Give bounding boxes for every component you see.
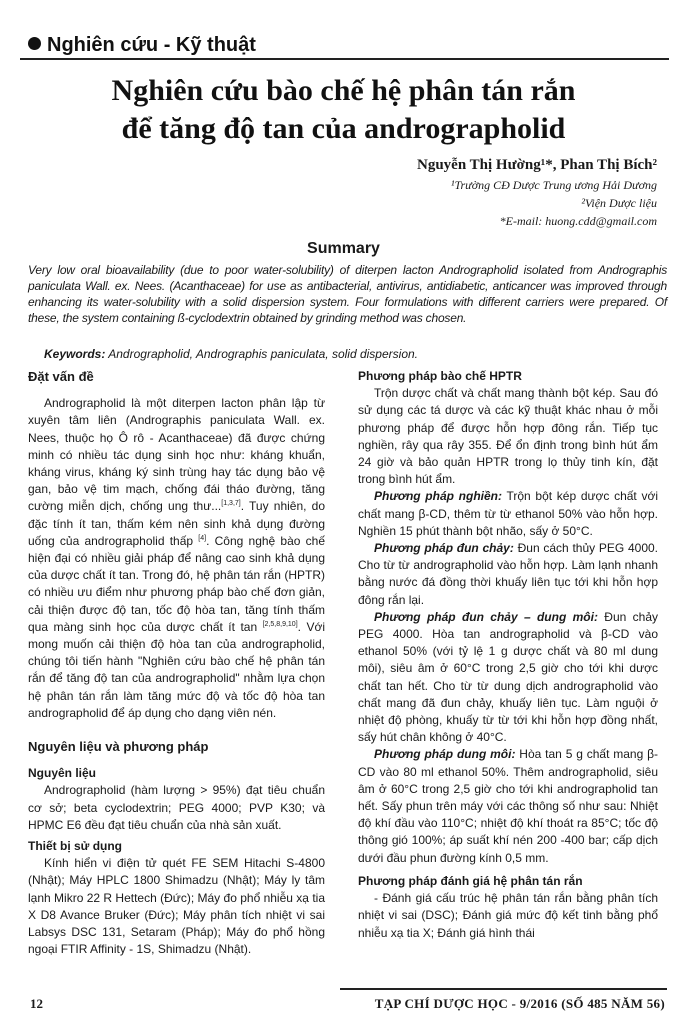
intro-text-2: . Tuy nhiên, do đặc tính ít tan, thấm kém nên sinh khả dụng đường uống của andrographolid thấp [28,499,325,548]
method-paragraph: Trộn dược chất và chất mang thành bột kép. Sau đó sử dụng các tá dược và các kỹ thuật khác nhau ở mỗi phương pháp để được hỗn hợp đông rắn. Tiếp tục nghiền, rây qua rây 355. Để ổn định trong bình hút ẩm 24 giờ và bảo quản HPTR trong lọ thủy tinh kín, đặt trong bình hút ẩm. [358,386,658,487]
right-column [358,368,658,942]
author-email: *E-mail: huong.cdd@gmail.com [499,214,657,228]
section-tag-label: Nghiên cứu - Kỹ thuật [47,34,256,56]
solvent-label: Phương pháp dung môi: [374,747,516,762]
citation-2: [4] [198,534,207,542]
equipment-text: Kính hiển vi điện tử quét FE SEM Hitachi S-4800 (Nhật); Máy HPLC 1800 Shimadzu (Nhật); Máy ly tâm lạnh Mikro 22 R Hettech (Đức); Máy đo phổ nhiễu xạ tia X D8 Avance Bruker (Đức); Máy phân tích nhiệt vi sai Labsys DSC 131, Setaram (Pháp); Máy đo phổ hồng ngoại FTIR Affinity - 1S, Shimadzu (Nhật). [28,856,325,957]
title-line-2: để tăng độ tan của andrographolid [121,112,566,145]
keywords-text: Andrographolid, Andrographis paniculata, solid dispersion. [105,347,418,361]
footer-rule [340,988,667,990]
bullet-icon [28,37,41,50]
melting-text: Đun cách thủy PEG 4000. Cho từ từ andrographolid vào hỗn hợp. Làm lạnh nhanh bằng nước đá đồng thời khuấy liên tục tới khi hỗn hợp đông rắn lại. [358,541,658,607]
solvent-text: Hòa tan 5 g chất mang β-CD vào 80 ml ethanol 50%. Thêm andrographolid, siêu âm ở 60°C trong 2,5 giờ cho tới khi andrographolid tan hết. Sấy phun trên máy với các thông số như sau: Nhiệt độ khí đầu vào 110°C; nhiệt độ khí thoát ra 85°C; tốc độ thông gió 100%; áp suất khí nén 200 -400 bar; cấp dịch dưới đầu phun đường kính 0,5 mm. [358,747,659,865]
melt-solvent-paragraph [358,609,658,747]
heading-materials-methods: Nguyên liệu và phương pháp [28,739,209,755]
evaluation-text: - Đánh giá cấu trúc hệ phân tán rắn bằng phân tích nhiệt vi sai (DSC); Đánh giá mức độ kết tinh bằng phổ nhiễu xạ tia X; Đánh giá hình thái [358,891,658,940]
intro-text-3: . Công nghệ bào chế hiện đại có nhiều giải pháp để nâng cao sinh khả dụng của dược chất ít tan. Trong đó, hệ phân tán rắn (HPTR) có nhiều ưu điểm như phương pháp bào chế đơn giản, cải thiện được độ tan, tốc độ hòa tan, tăng tính thấm qua màng sinh học của dược chất ít tan [28,533,326,634]
citation-1: [1,3,7] [221,500,241,508]
intro-text-1: Andrographolid là một diterpen lacton phân lập từ xuyên tâm liên (Andrographis paniculata Wall. ex. Nees, thuộc họ Ô rô - Acanthaceae) đã được chứng minh có nhiều tác dụng sinh học như: kháng khuẩn, kháng virus, kháng ký sinh trùng hay tác dụng bảo vệ gan, bảo vệ tim mạch, chống đái tháo đường, tăng cường miễn dịch, chống ung thư... [28,396,325,514]
author-names: Nguyễn Thị Hường¹*, Phan Thị Bích² [417,157,657,173]
citation-3: [2,5,8,9,10] [262,620,298,628]
summary-heading: Summary [307,240,380,257]
keywords-label: Keywords: [44,347,106,361]
author-block [417,154,657,230]
section-tag [28,34,256,57]
intro-text-4: . Với mong muốn cải thiện độ hòa tan của andrographolid, chúng tôi tiến hành "Nghiên cứu bào chế hệ phân tán rắn để tăng độ tan của andrographolid" nhằm lựa chọn hệ phân tán rắn làm tăng mức độ và tốc độ hòa tan andrographolid để áp dụng cho dạng viên nén. [28,619,325,720]
left-column [28,368,325,959]
raw-materials-text: Andrographolid (hàm lượng > 95%) đạt tiêu chuẩn cơ sở; beta cyclodextrin; PEG 4000; PVP K30; và HPMC E6 đều đạt tiêu chuẩn của nhà sản xuất. [28,783,325,832]
heading-introduction: Đặt vấn đề [28,369,94,384]
page-number: 12 [30,996,43,1011]
summary-text: Very low oral bioavailability (due to poor water-solubility) of diterpen lacton Andrographolid isolated from Andrographis paniculata Wall. ex. Nees. (Acanthaceae) for use as antibacterial, antivirus, antidiabetic, anticancer was improved through enhancing its water-solubility with a solid dispersion system. Four formulations with different carriers were prepared. Of these, the system containing ß-cyclodextrin obtained by grinding method was chosen. [28,263,667,325]
keywords-line [44,346,667,362]
heading-equipment: Thiết bị sử dụng [28,839,123,854]
grinding-paragraph [358,488,658,540]
affiliation-1: ¹Trường CĐ Dược Trung ương Hải Dương [450,178,657,192]
melt-solvent-label: Phương pháp đun chảy – dung môi: [374,609,598,624]
heading-evaluation: Phương pháp đánh giá hệ phân tán rắn [358,873,583,888]
affiliation-2: ²Viện Dược liệu [581,196,657,210]
solvent-paragraph [358,746,658,866]
heading-raw-materials: Nguyên liệu [28,766,97,781]
intro-paragraph [28,395,325,722]
header-rule [20,58,669,60]
heading-preparation-method: Phương pháp bào chế HPTR [358,369,522,383]
journal-footer: TẠP CHÍ DƯỢC HỌC - 9/2016 (SỐ 485 NĂM 56) [374,996,665,1011]
article-title [20,72,667,148]
melt-solvent-text: Đun chảy PEG 4000. Hòa tan andrographolid và β-CD vào ethanol 50% (với tỷ lệ 1 g dược chất và 80 ml dung môi), siêu âm ở 60°C trong 2,5 giờ cho tới khi dược chất tan hết. Cho từ từ dung dịch andrographolid vào chất mang đã đun chảy, khuấy liên tục. Làm nguội ở nhiệt độ phòng, khuấy từ từ tới khi hỗn hợp đồng nhất, sấy hút chân không ở 40°C. [358,609,659,745]
melting-label: Phương pháp đun chảy: [374,541,514,556]
grinding-label: Phương pháp nghiền: [374,489,502,504]
melting-paragraph [358,540,658,609]
grinding-text: Trộn bột kép dược chất với chất mang β-CD, thêm từ từ ethanol 50% vào hỗn hợp. Nghiền 15 phút thành bột nhão, sấy ở 50°C. [358,489,658,538]
title-line-1: Nghiên cứu bào chế hệ phân tán rắn [111,74,576,107]
